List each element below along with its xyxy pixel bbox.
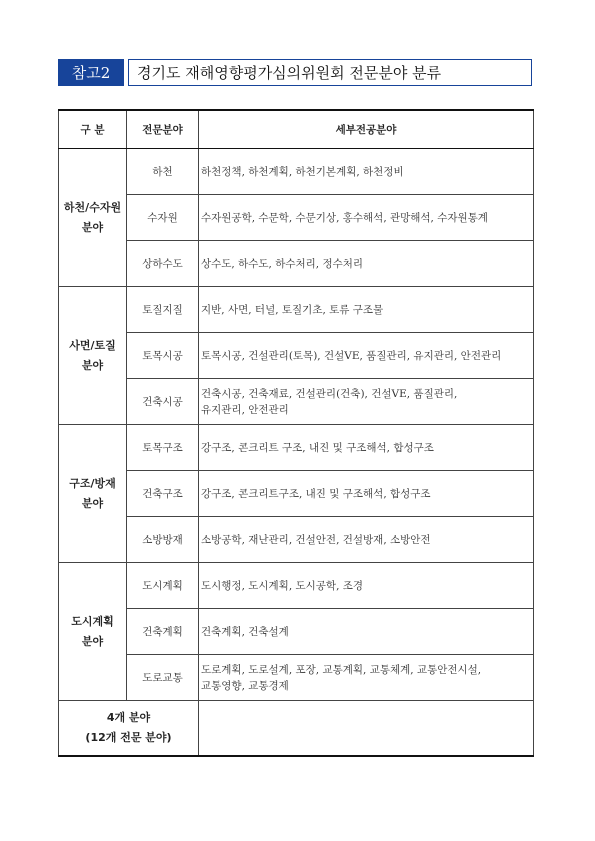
table-row [59, 425, 534, 471]
summary-empty-cell [199, 701, 534, 757]
field-cell: 도로교통 [127, 655, 199, 701]
detail-line: 지반, 사면, 터널, 토질기초, 토류 구조물 [201, 303, 384, 316]
detail-cell [199, 609, 534, 655]
category-line: 도시계획 [71, 614, 114, 628]
detail-line: 교통영향, 교통경제 [201, 679, 289, 692]
field-cell: 소방방재 [127, 517, 199, 563]
detail-line: 소방공학, 재난관리, 건설안전, 건설방재, 소방안전 [201, 533, 431, 546]
detail-line: 도시행정, 도시계획, 도시공학, 조경 [201, 579, 364, 592]
category-line: 하천/수자원 [63, 200, 122, 214]
category-line: 분야 [81, 634, 104, 648]
field-cell: 건축계획 [127, 609, 199, 655]
category-cell [59, 563, 127, 701]
table-row [59, 241, 534, 287]
detail-cell [199, 333, 534, 379]
field-cell: 수자원 [127, 195, 199, 241]
reference-badge: 참고2 [58, 59, 124, 86]
detail-line: 유지관리, 안전관리 [201, 403, 289, 416]
detail-cell [199, 241, 534, 287]
table-row [59, 609, 534, 655]
title-bar [58, 59, 532, 86]
table-row [59, 287, 534, 333]
table-row [59, 517, 534, 563]
table-row [59, 471, 534, 517]
field-cell: 건축구조 [127, 471, 199, 517]
field-cell: 건축시공 [127, 379, 199, 425]
field-cell: 하천 [127, 149, 199, 195]
column-header-category: 구 분 [59, 110, 127, 149]
field-cell: 토질지질 [127, 287, 199, 333]
detail-line: 수자원공학, 수문학, 수문기상, 홍수해석, 관망해석, 수자원통계 [201, 211, 488, 224]
table-header-row [59, 110, 534, 149]
category-line: 분야 [81, 220, 104, 234]
detail-cell [199, 287, 534, 333]
detail-line: 토목시공, 건설관리(토목), 건설VE, 품질관리, 유지관리, 안전관리 [201, 349, 502, 362]
table-row [59, 655, 534, 701]
detail-line: 건축시공, 건축재료, 건설관리(건축), 건설VE, 품질관리, [201, 387, 458, 400]
table-row [59, 195, 534, 241]
detail-cell [199, 379, 534, 425]
category-cell [59, 287, 127, 425]
detail-cell [199, 471, 534, 517]
detail-cell [199, 563, 534, 609]
category-line: 사면/토질 [69, 338, 116, 352]
summary-row [59, 701, 534, 757]
field-cell: 상하수도 [127, 241, 199, 287]
table-row [59, 149, 534, 195]
category-cell [59, 149, 127, 287]
document-title: 경기도 재해영향평가심의위원회 전문분야 분류 [128, 59, 532, 86]
detail-line: 하천정책, 하천계획, 하천기본계획, 하천정비 [201, 165, 404, 178]
table-row [59, 333, 534, 379]
summary-cell [59, 701, 199, 757]
table-row [59, 563, 534, 609]
detail-line: 상수도, 하수도, 하수처리, 정수처리 [201, 257, 364, 270]
detail-line: 건축계획, 건축설계 [201, 625, 289, 638]
category-cell [59, 425, 127, 563]
detail-cell [199, 517, 534, 563]
detail-cell [199, 425, 534, 471]
classification-table [58, 109, 534, 757]
field-cell: 토목구조 [127, 425, 199, 471]
detail-line: 도로계획, 도로설계, 포장, 교통계획, 교통체계, 교통안전시설, [201, 663, 482, 676]
summary-line: (12개 전문 분야) [85, 731, 172, 744]
detail-cell [199, 655, 534, 701]
column-header-detail: 세부전공분야 [199, 110, 534, 149]
detail-cell [199, 195, 534, 241]
field-cell: 토목시공 [127, 333, 199, 379]
category-line: 분야 [81, 496, 104, 510]
detail-cell [199, 149, 534, 195]
field-cell: 도시계획 [127, 563, 199, 609]
category-line: 구조/방재 [69, 476, 116, 490]
detail-line: 강구조, 콘크리트 구조, 내진 및 구조해석, 합성구조 [201, 441, 434, 454]
detail-line: 강구조, 콘크리트구조, 내진 및 구조해석, 합성구조 [201, 487, 431, 500]
table-row [59, 379, 534, 425]
column-header-field: 전문분야 [127, 110, 199, 149]
category-line: 분야 [81, 358, 104, 372]
summary-line: 4개 분야 [106, 711, 151, 724]
